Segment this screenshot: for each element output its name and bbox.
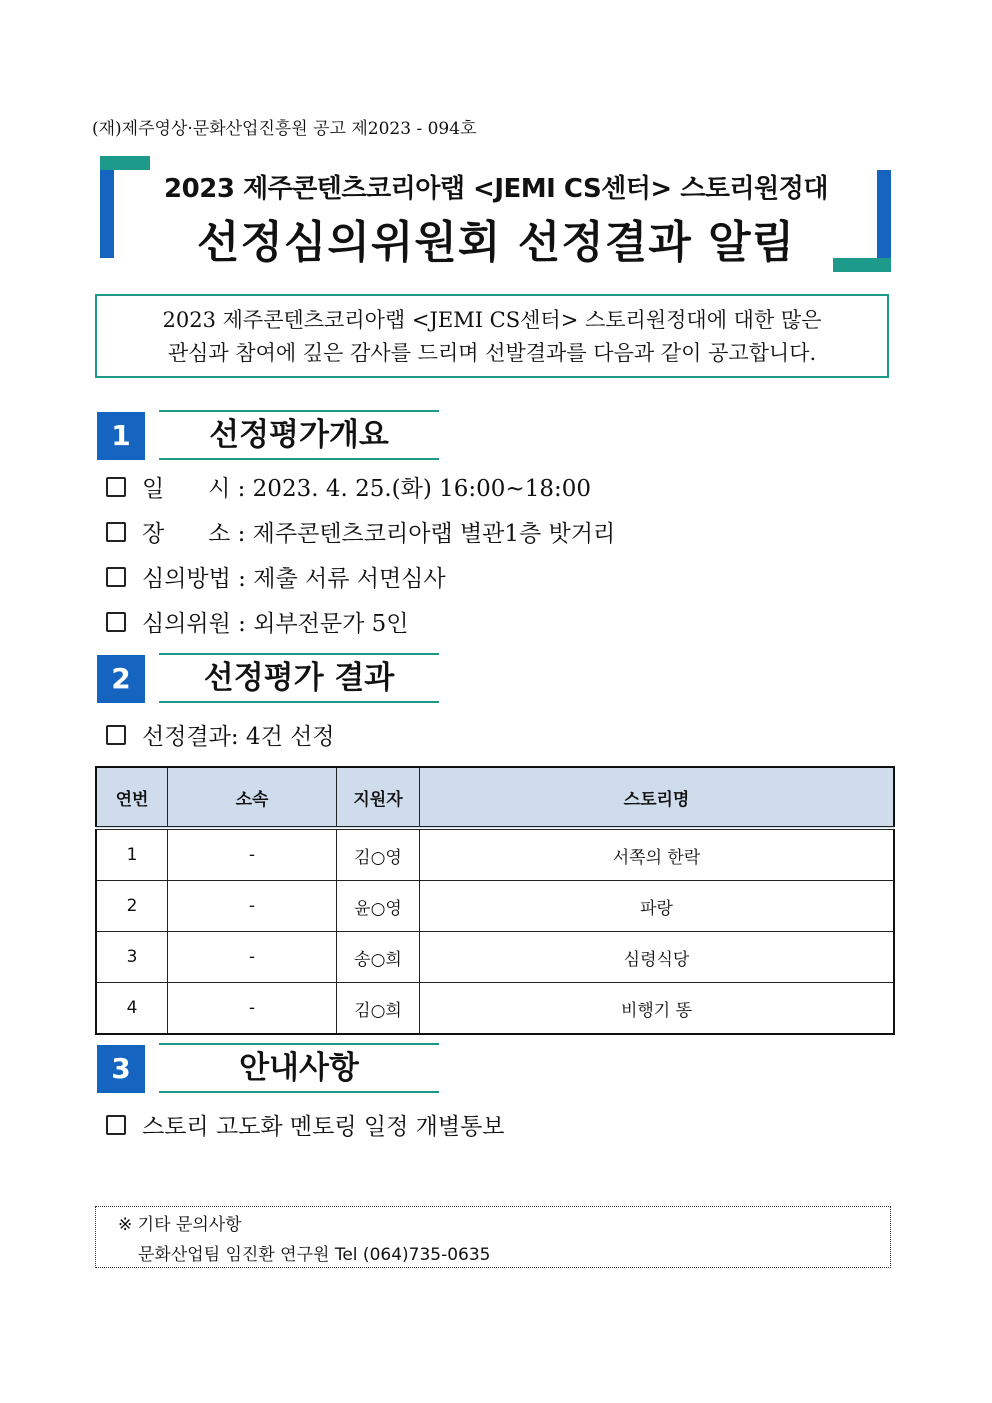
checkbox-icon: [106, 725, 126, 745]
table-cell: 김○희: [337, 983, 420, 1035]
table-row: [96, 983, 894, 1035]
section-1-number: 1: [97, 412, 145, 460]
column-header: 지원자: [337, 767, 420, 828]
table-cell: 비행기 똥: [420, 983, 895, 1035]
column-header: 소속: [168, 767, 337, 828]
item-text: 장 소 : 제주콘텐츠코리아랩 별관1층 밧거리: [142, 521, 616, 547]
table-row: [96, 881, 894, 932]
table-cell: 송○희: [337, 932, 420, 983]
table-cell: -: [168, 881, 337, 932]
checkbox-icon: [106, 1115, 126, 1135]
item-text: 선정결과: 4건 선정: [142, 724, 335, 750]
item-text: 일 시 : 2023. 4. 25.(화) 16:00~18:00: [142, 476, 591, 502]
table-cell: 1: [96, 828, 168, 881]
table-cell: 서쪽의 한락: [420, 828, 895, 881]
table-cell: 3: [96, 932, 168, 983]
table-cell: -: [168, 983, 337, 1035]
notice-number: (재)제주영상·문화산업진흥원 공고 제2023 - 094호: [92, 119, 477, 139]
section-3-item: [106, 1108, 505, 1141]
table-row: [96, 932, 894, 983]
document-subtitle: 2023 제주콘텐츠코리아랩 <JEMI CS센터> 스토리원정대: [164, 174, 828, 204]
intro-line-2: 관심과 참여에 깊은 감사를 드리며 선발결과를 다음과 같이 공고합니다.: [167, 341, 817, 365]
table-row: [96, 828, 894, 881]
section-1-title: 선정평가개요: [159, 410, 439, 460]
column-header: 연번: [96, 767, 168, 828]
section-3-number: 3: [97, 1045, 145, 1093]
column-header: 스토리명: [420, 767, 895, 828]
table-header-row: [96, 767, 894, 828]
section-2-title: 선정평가 결과: [159, 653, 439, 703]
section-2-number: 2: [97, 655, 145, 703]
section-3-title: 안내사항: [159, 1043, 439, 1093]
contact-heading: ※ 기타 문의사항: [118, 1215, 242, 1235]
intro-line-1: 2023 제주콘텐츠코리아랩 <JEMI CS센터> 스토리원정대에 대한 많은: [162, 308, 822, 332]
section-1-item: [106, 470, 591, 503]
item-text: 스토리 고도화 멘토링 일정 개별통보: [142, 1114, 505, 1140]
table-cell: 4: [96, 983, 168, 1035]
contact-box: [95, 1206, 891, 1268]
table-cell: 윤○영: [337, 881, 420, 932]
item-text: 심의방법 : 제출 서류 서면심사: [142, 566, 446, 592]
table-cell: 파랑: [420, 881, 895, 932]
table-cell: 심령식당: [420, 932, 895, 983]
section-1-item: [106, 515, 615, 548]
table-cell: -: [168, 828, 337, 881]
intro-box: [95, 294, 889, 378]
contact-detail: 문화산업팀 임진환 연구원 Tel (064)735-0635: [138, 1245, 491, 1265]
checkbox-icon: [106, 567, 126, 587]
table-cell: 2: [96, 881, 168, 932]
section-1-item: [106, 560, 446, 593]
item-text: 심의위원 : 외부전문가 5인: [142, 611, 409, 637]
document-title: 선정심의위원회 선정결과 알림: [196, 217, 796, 268]
checkbox-icon: [106, 477, 126, 497]
section-2-item: [106, 718, 335, 751]
section-1-item: [106, 605, 409, 638]
table-cell: -: [168, 932, 337, 983]
checkbox-icon: [106, 522, 126, 542]
selection-results-table: [95, 766, 895, 1035]
table-cell: 김○영: [337, 828, 420, 881]
checkbox-icon: [106, 612, 126, 632]
